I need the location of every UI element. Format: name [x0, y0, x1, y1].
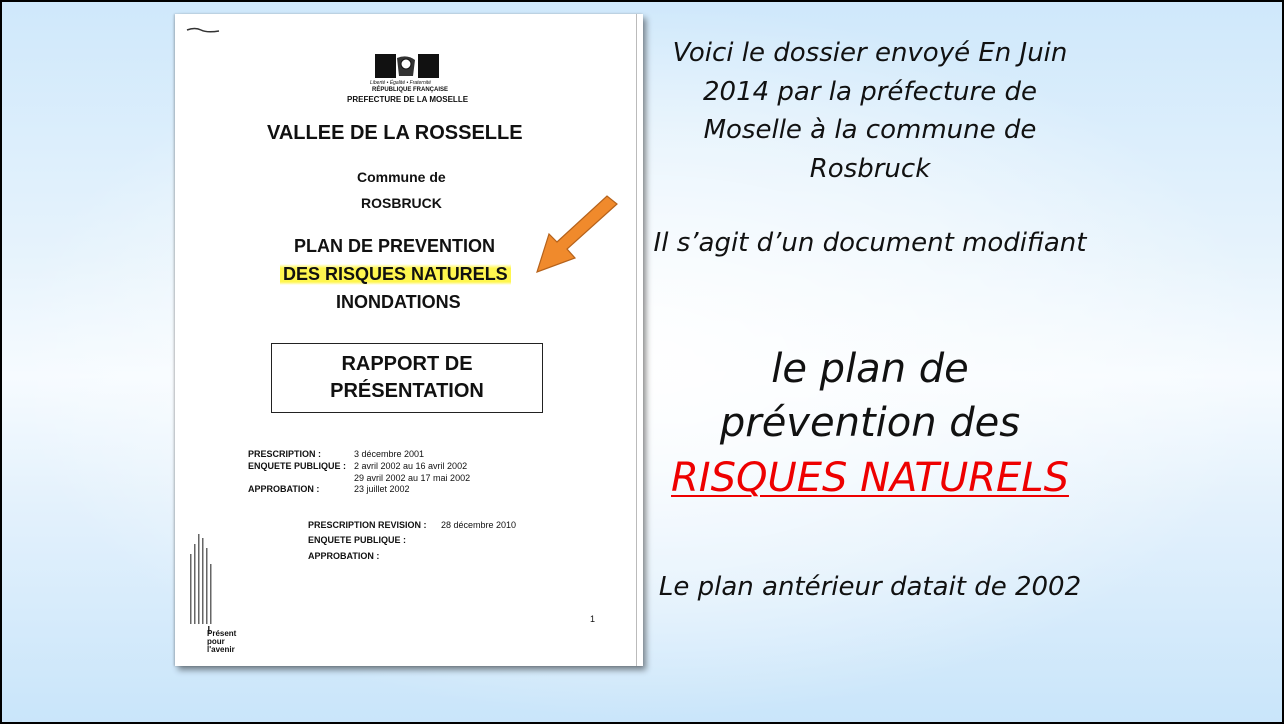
doc-plan-line1: PLAN DE PREVENTION [294, 236, 496, 256]
doc-valley-title: VALLEE DE LA ROSSELLE [267, 122, 523, 144]
logo-motto: Liberté • Égalité • Fraternité [370, 80, 432, 86]
schedule-label: APPROBATION : [248, 484, 320, 494]
doc-town-name: ROSBRUCK [361, 195, 442, 211]
schedule-value: 23 juillet 2002 [354, 484, 410, 494]
plan-heading-line1: le plan de [771, 346, 969, 392]
ministry-side-text [186, 534, 226, 634]
pen-mark [185, 24, 225, 34]
schedule-label: ENQUETE PUBLIQUE : [248, 461, 347, 471]
doc-commune-label: Commune de [357, 169, 446, 185]
orange-arrow-icon [527, 194, 627, 284]
previous-plan-text: Le plan antérieur datait de 2002 [658, 572, 1082, 602]
schedule-value: 3 décembre 2001 [354, 449, 425, 459]
doc-plan-line3: INONDATIONS [336, 292, 461, 312]
page-number: 1 [590, 614, 596, 624]
schedule-label: PRESCRIPTION : [248, 449, 322, 459]
footer-logo: Présent pour l'avenir [207, 629, 237, 654]
revision-label: APPROBATION : [308, 551, 380, 561]
report-line1: RAPPORT DE [341, 353, 473, 375]
revision-value: 28 décembre 2010 [441, 520, 517, 530]
risks-heading [650, 451, 1090, 505]
scanned-document [175, 14, 643, 666]
revision-label: ENQUETE PUBLIQUE : [308, 535, 407, 545]
intro-text: Voici le dossier envoyé En Juin 2014 par la préfecture de Moselle à la commune de Rosbruck [672, 38, 1068, 184]
risks-heading-text: RISQUES NATURELS [671, 455, 1069, 501]
schedule-value: 2 avril 2002 au 16 avril 2002 [354, 461, 468, 471]
document-modifying-text: Il s’agit d’un document modifiant [653, 228, 1087, 258]
logo-prefecture: PREFECTURE DE LA MOSELLE [347, 95, 469, 104]
report-title-box [271, 343, 543, 413]
plan-heading-line2: prévention des [719, 400, 1021, 446]
scan-edge [636, 14, 637, 666]
revision-label: PRESCRIPTION REVISION : [308, 520, 427, 530]
logo-republic: RÉPUBLIQUE FRANÇAISE [372, 87, 449, 93]
report-line2: PRÉSENTATION [330, 380, 484, 402]
schedule-value: 29 avril 2002 au 17 mai 2002 [354, 473, 471, 483]
doc-plan-line2-highlighted: DES RISQUES NATURELS [280, 264, 511, 285]
